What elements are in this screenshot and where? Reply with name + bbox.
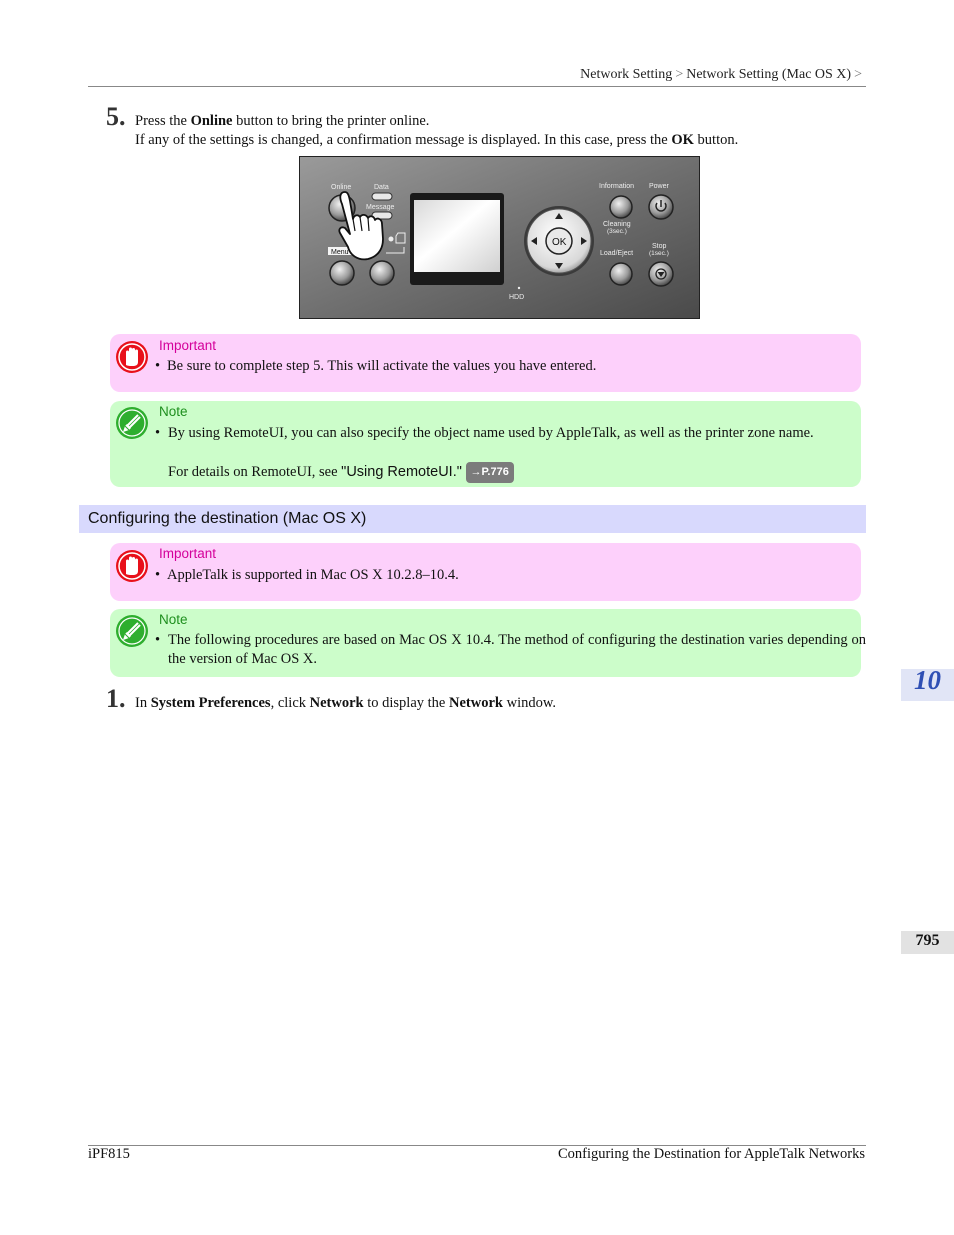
breadcrumb: [580, 67, 865, 83]
breadcrumb-item-network-setting-mac[interactable]: Network Setting (Mac OS X): [686, 67, 852, 82]
important-hand-icon: [115, 549, 149, 583]
remoteui-link[interactable]: "Using RemoteUI.": [341, 464, 462, 480]
important-box-1: [110, 334, 861, 392]
control-panel-figure: [299, 156, 700, 319]
note-box-1: [110, 401, 861, 487]
note-title: Note: [159, 612, 188, 627]
note-text: • By using RemoteUI, you can also specify the object name used by AppleTalk, as well as the printer zone name.: [155, 425, 814, 441]
note-pencil-icon: [115, 614, 149, 648]
step-1-number: 1.: [106, 684, 126, 713]
data-lamp: [372, 193, 392, 200]
important-box-2: [110, 543, 861, 601]
page-number: 795: [915, 932, 940, 949]
important-title: Important: [159, 338, 217, 353]
note-text: • The following procedures are based on Mac OS X 10.4. The method of configuring the destination varies depending on the version of Mac OS X.: [155, 632, 866, 667]
important-text: • Be sure to complete step 5. This will activate the values you have entered.: [155, 358, 597, 374]
panel-label-hdd: HDD: [509, 294, 525, 301]
panel-label-cleaning-sub: (3sec.): [607, 228, 627, 235]
chapter-number: 10: [914, 665, 941, 695]
network-window-term: Network: [449, 695, 503, 711]
panel-label-menu: Menu: [331, 249, 349, 256]
note-details: For details on RemoteUI, see "Using RemoteUI." →P.776: [168, 462, 858, 483]
panel-label-data: Data: [374, 184, 389, 191]
note-box-2: [110, 609, 866, 677]
step-5-line-1: Press the Online button to bring the printer online.: [135, 113, 430, 129]
online-term: Online: [190, 113, 233, 129]
page-ref-link[interactable]: →P.776: [466, 462, 514, 483]
footer-model: iPF815: [88, 1146, 130, 1162]
network-term: Network: [309, 695, 364, 711]
note-title: Note: [159, 404, 188, 419]
menu-button[interactable]: [330, 261, 354, 285]
note-pencil-icon: [115, 406, 149, 440]
step-5-line-2: If any of the settings is changed, a confirmation message is displayed. In this case, press the OK button.: [135, 132, 739, 148]
breadcrumb-item-network-setting[interactable]: Network Setting: [580, 67, 673, 82]
panel-label-information: Information: [599, 183, 635, 190]
breadcrumb-separator: >: [854, 67, 862, 82]
section-title: Configuring the destination (Mac OS X): [88, 510, 367, 527]
lcd-screen: [414, 200, 500, 272]
important-title: Important: [159, 546, 217, 561]
header-divider: [88, 86, 866, 87]
lamp-dot-icon: [389, 237, 394, 242]
step-1-text: In System Preferences, click Network to display the Network window.: [135, 695, 556, 711]
step-5-text: [135, 112, 865, 150]
panel-label-cleaning: Cleaning: [603, 221, 631, 228]
panel-label-stop: Stop: [652, 243, 667, 250]
panel-label-power: Power: [649, 183, 669, 190]
panel-label-stop-sub: (1sec.): [649, 250, 669, 257]
load-eject-button[interactable]: [610, 263, 632, 285]
information-button[interactable]: [610, 196, 632, 218]
breadcrumb-separator: >: [675, 67, 684, 82]
important-text: • AppleTalk is supported in Mac OS X 10.2.8–10.4.: [155, 567, 459, 583]
panel-label-load-eject: Load/Eject: [600, 250, 634, 257]
step-5-number: 5.: [106, 102, 126, 131]
panel-label-online: Online: [331, 184, 352, 191]
panel-label-message: Message: [366, 204, 395, 211]
footer-section-title: Configuring the Destination for AppleTalk Networks: [557, 1146, 865, 1162]
system-preferences-term: System Preferences: [150, 695, 271, 711]
ok-term: OK: [671, 132, 694, 148]
menu-button-2[interactable]: [370, 261, 394, 285]
important-hand-icon: [115, 340, 149, 374]
ok-button-label: OK: [552, 237, 567, 248]
